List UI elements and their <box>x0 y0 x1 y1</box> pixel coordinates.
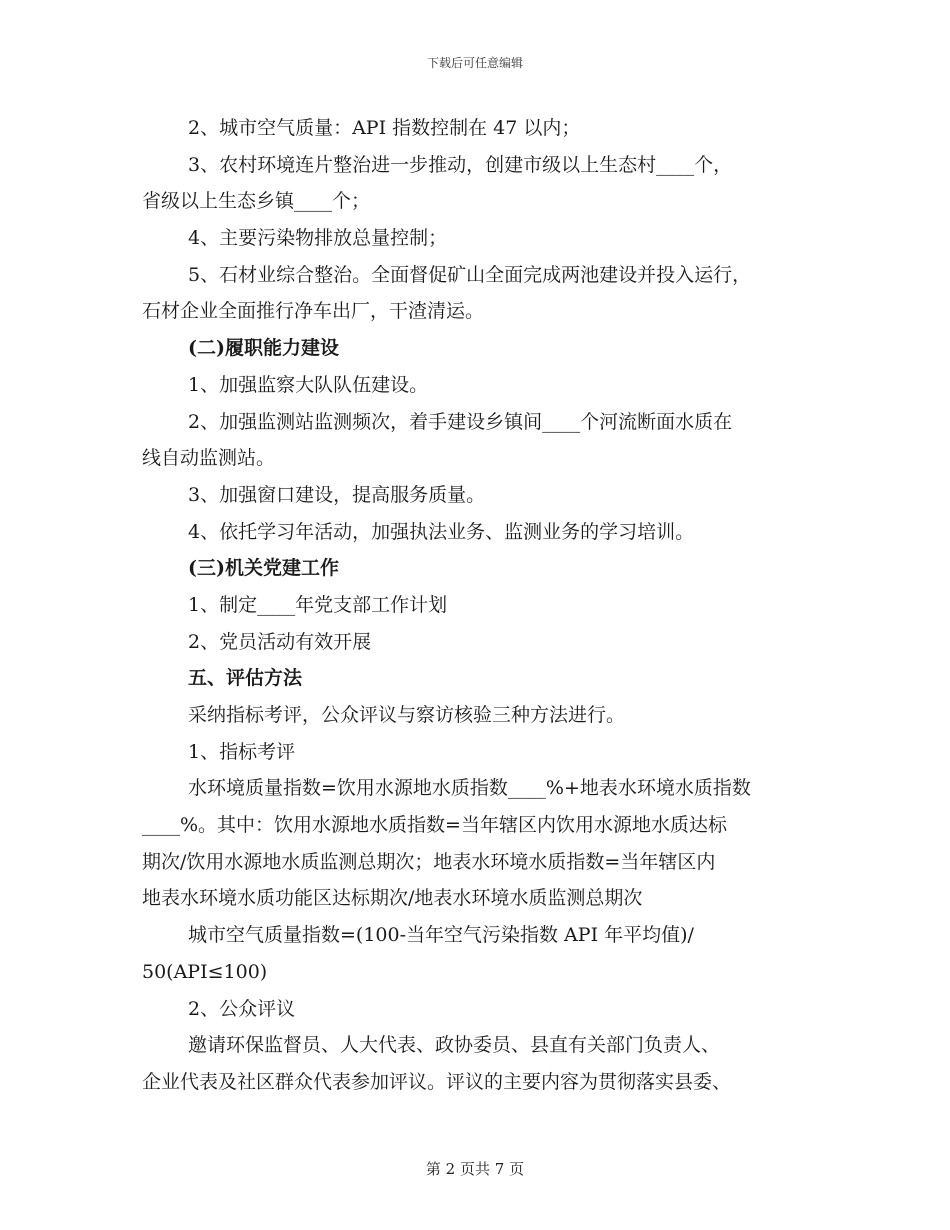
section-heading: (三)机关党建工作 <box>188 557 339 580</box>
text-line: 水环境质量指数=饮用水源地水质指数____%+地表水环境水质指数 <box>188 777 751 800</box>
text-line: 1、制定____年党支部工作计划 <box>188 593 448 616</box>
text-line: 4、依托学习年活动，加强执法业务、监测业务的学习培训。 <box>188 520 695 543</box>
text-line: 2、加强监测站监测频次，着手建设乡镇间____个河流断面水质在 <box>188 410 733 433</box>
text-line: 3、加强窗口建设，提高服务质量。 <box>188 483 486 506</box>
text-line: 2、城市空气质量：API 指数控制在 47 以内； <box>188 117 581 139</box>
text-line: 50(API≤100) <box>142 960 268 983</box>
text-line: 省级以上生态乡镇____个； <box>142 190 371 213</box>
text-line: 线自动监测站。 <box>142 447 276 470</box>
text-line: ____%。其中：饮用水源地水质指数=当年辖区内饮用水源地水质达标 <box>142 814 727 837</box>
text-line: 1、加强监察大队队伍建设。 <box>188 373 429 396</box>
text-line: 2、党员活动有效开展 <box>188 630 372 653</box>
section-heading: 五、评估方法 <box>188 667 303 690</box>
document-body <box>142 110 814 1101</box>
text-line: 城市空气质量指数=(100-当年空气污染指数 API 年平均值)/ <box>188 924 694 947</box>
page-header: 下载后可任意编辑 <box>426 56 523 70</box>
text-line: 期次/饮用水源地水质监测总期次；地表水环境水质指数=当年辖区内 <box>142 850 716 873</box>
text-line: 2、公众评议 <box>188 997 296 1020</box>
text-line: 1、指标考评 <box>188 740 296 763</box>
text-line: 石材企业全面推行净车出厂，干渣清运。 <box>142 300 485 323</box>
text-line: 4、主要污染物排放总量控制； <box>188 227 448 250</box>
text-line: 5、石材业综合整治。全面督促矿山全面完成两池建设并投入运行， <box>188 263 752 286</box>
section-heading: (二)履职能力建设 <box>188 337 339 360</box>
page-footer: 第 2 页共 7 页 <box>425 1160 525 1178</box>
text-line: 企业代表及社区群众代表参加评议。评议的主要内容为贯彻落实县委、 <box>142 1070 732 1093</box>
text-line: 3、农村环境连片整治进一步推动，创建市级以上生态村____个， <box>188 153 733 176</box>
text-line: 邀请环保监督员、人大代表、政协委员、县直有关部门负责人、 <box>188 1034 721 1057</box>
text-line: 地表水环境水质功能区达标期次/地表水环境水质监测总期次 <box>142 887 643 910</box>
text-line: 采纳指标考评，公众评议与察访核验三种方法进行。 <box>188 704 626 726</box>
